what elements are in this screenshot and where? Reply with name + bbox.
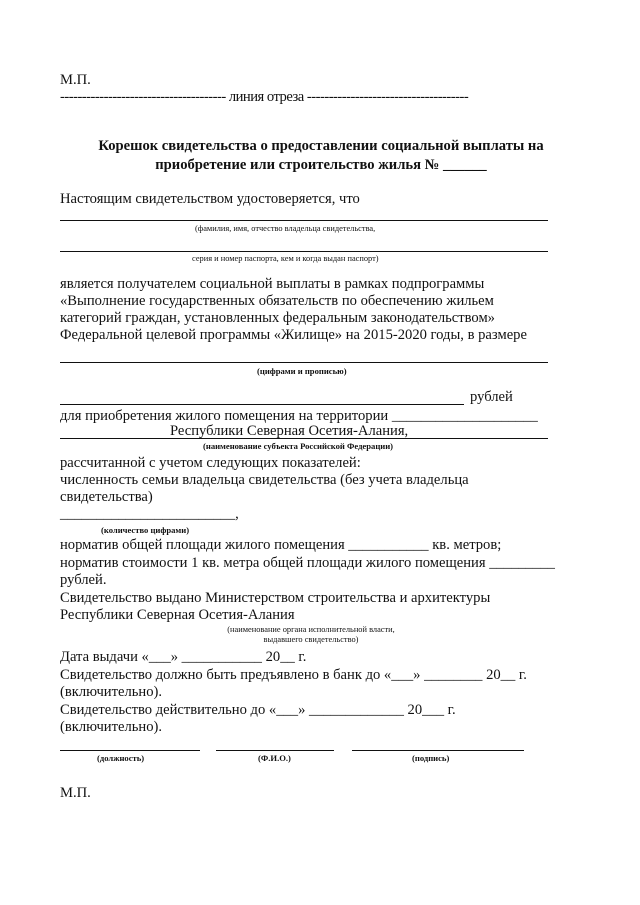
- cost-norm-line-1: норматив стоимости 1 кв. метра общей площади жилого помещения _________: [60, 555, 555, 571]
- heading: [60, 137, 582, 175]
- rubles-word: рублей: [470, 389, 513, 405]
- bank-deadline-line-1: Свидетельство должно быть предъявлено в банк до «___» ________ 20__ г.: [60, 667, 527, 683]
- cut-line: -------------------------------------- линия отреза -------------------------------------: [60, 89, 469, 105]
- family-size-line-1: численность семьи владельца свидетельства (без учета владельца: [60, 472, 469, 488]
- valid-until-line-2: (включительно).: [60, 719, 163, 735]
- recipient-line-4: Федеральной целевой программы «Жилище» на 2015-2020 годы, в размере: [60, 327, 527, 343]
- territory-value: Республики Северная Осетия-Алания,: [170, 423, 409, 439]
- caption-region: (наименование субъекта Российской Федерации): [203, 441, 394, 451]
- issued-by: [60, 590, 490, 624]
- recipient-text: [60, 276, 527, 344]
- signature-line-name: [216, 750, 334, 751]
- caption-position: (должность): [97, 753, 145, 763]
- caption-passport: серия и номер паспорта, кем и когда выдан паспорт): [192, 254, 379, 263]
- recipient-line-2: «Выполнение государственных обязательств по обеспечению жильем: [60, 293, 494, 309]
- family-size-blank: ________________________,: [60, 506, 239, 522]
- bank-deadline-line-2: (включительно).: [60, 684, 163, 700]
- amount-line-2: [60, 404, 464, 405]
- issue-date: Дата выдачи «___» ___________ 20__ г.: [60, 649, 307, 665]
- family-size-text: [60, 472, 469, 506]
- caption-name: (Ф.И.О.): [258, 753, 291, 763]
- passport-line: [60, 251, 548, 252]
- caption-signature: (подпись): [412, 753, 450, 763]
- issued-by-line-1: Свидетельство выдано Министерством строительства и архитектуры: [60, 590, 491, 606]
- recipient-line-3: категорий граждан, установленных федеральным законодательством»: [60, 310, 495, 326]
- caption-authority-line-2: выдавшего свидетельство): [263, 635, 359, 644]
- stamp-bottom: М.П.: [60, 785, 91, 801]
- family-size-line-2: свидетельства): [60, 489, 153, 505]
- signature-line-position: [60, 750, 200, 751]
- heading-line-1: Корешок свидетельства о предоставлении социальной выплаты на: [98, 138, 544, 154]
- owner-name-line: [60, 220, 548, 221]
- caption-owner-name: (фамилия, имя, отчество владельца свидетельства,: [195, 224, 376, 233]
- territory-label: для приобретения жилого помещения на территории ____________________: [60, 408, 538, 424]
- recipient-line-1: является получателем социальной выплаты в рамках подпрограммы: [60, 276, 485, 292]
- indicators-intro: рассчитанной с учетом следующих показателей:: [60, 455, 361, 471]
- heading-line-2: приобретение или строительство жилья № ______: [155, 157, 487, 173]
- caption-count: (количество цифрами): [101, 525, 190, 535]
- issued-by-line-2: Республики Северная Осетия-Алания: [60, 607, 295, 623]
- caption-authority: [206, 625, 416, 645]
- signature-line-signature: [352, 750, 524, 751]
- caption-amount: (цифрами и прописью): [257, 366, 347, 376]
- stamp-top: М.П.: [60, 72, 91, 88]
- area-norm: норматив общей площади жилого помещения ___________ кв. метров;: [60, 537, 502, 553]
- certify-intro: Настоящим свидетельством удостоверяется, что: [60, 191, 360, 207]
- amount-line: [60, 362, 548, 363]
- cost-norm-line-2: рублей.: [60, 572, 107, 588]
- valid-until: [60, 702, 456, 736]
- valid-until-line-1: Свидетельство действительно до «___» _____________ 20___ г.: [60, 702, 456, 718]
- bank-deadline: [60, 667, 527, 701]
- caption-authority-line-1: (наименование органа исполнительной власти,: [227, 625, 395, 634]
